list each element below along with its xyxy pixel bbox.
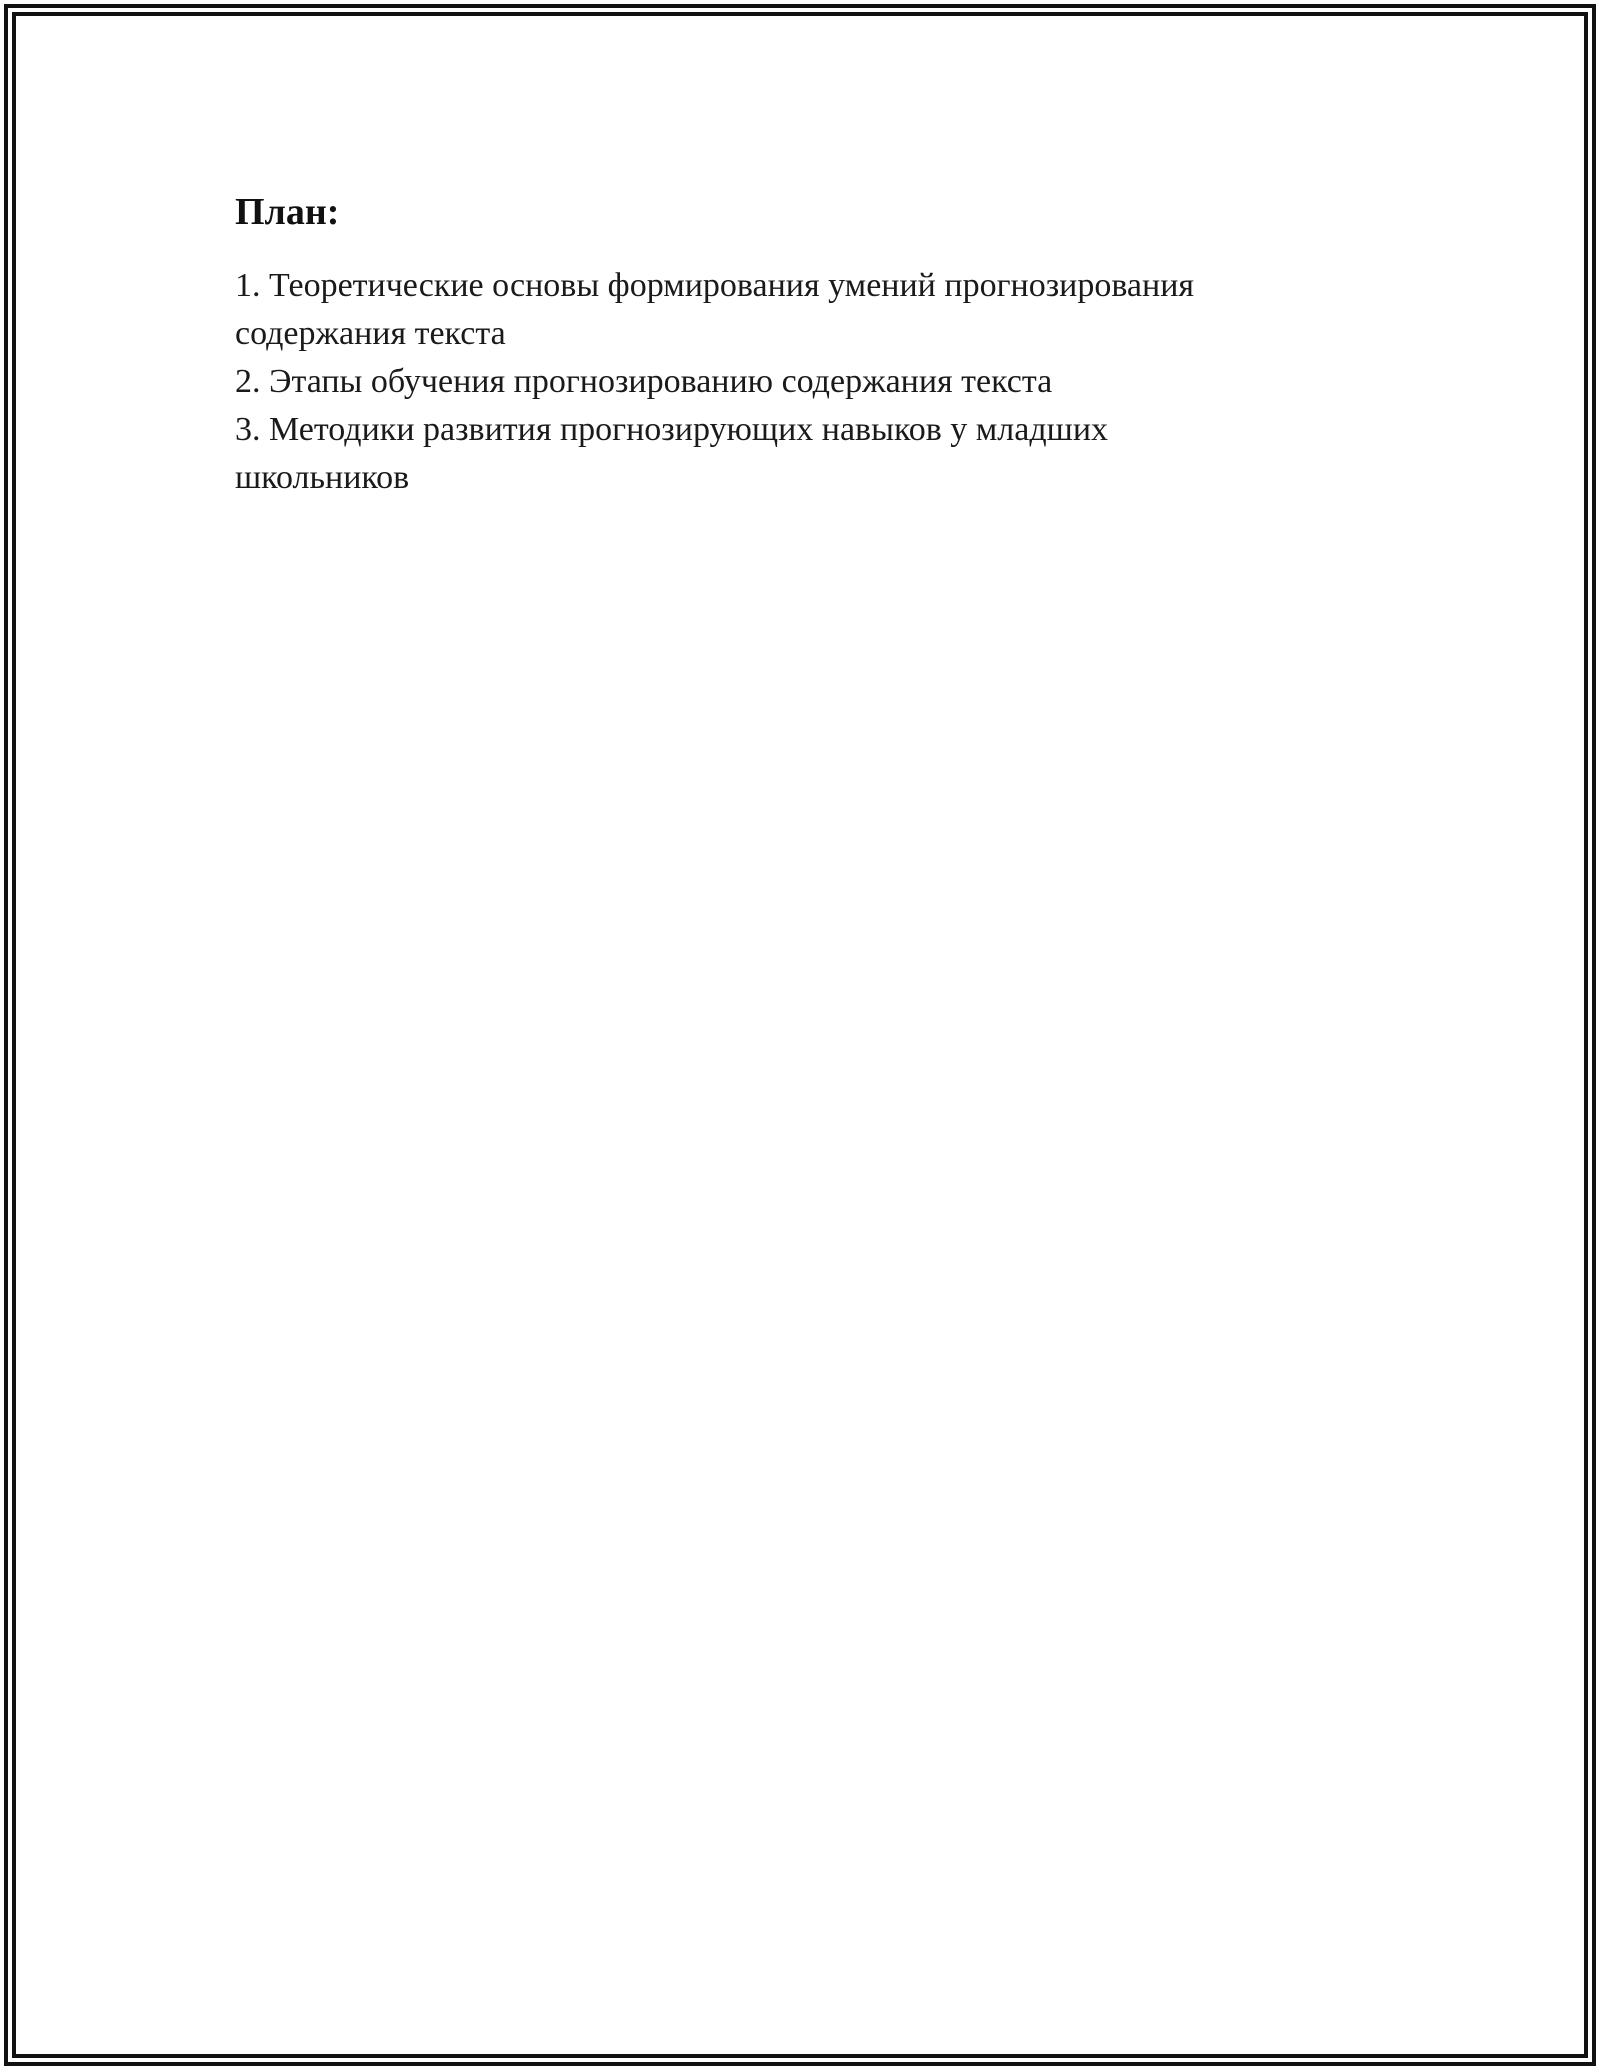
plan-title: План: xyxy=(235,191,340,233)
plan-item-1: 1. Теоретические основы формирования умений прогнозирования xyxy=(235,267,1195,304)
plan-item-1-continued: содержания текста xyxy=(235,315,506,352)
plan-list xyxy=(235,262,1355,502)
plan-item-3: 3. Методики развития прогнозирующих навыков у младших xyxy=(235,411,1109,448)
plan-item-3-continued: школьников xyxy=(235,459,410,496)
page-content xyxy=(235,186,1355,502)
plan-item-2: 2. Этапы обучения прогнозированию содержания текста xyxy=(235,363,1053,400)
